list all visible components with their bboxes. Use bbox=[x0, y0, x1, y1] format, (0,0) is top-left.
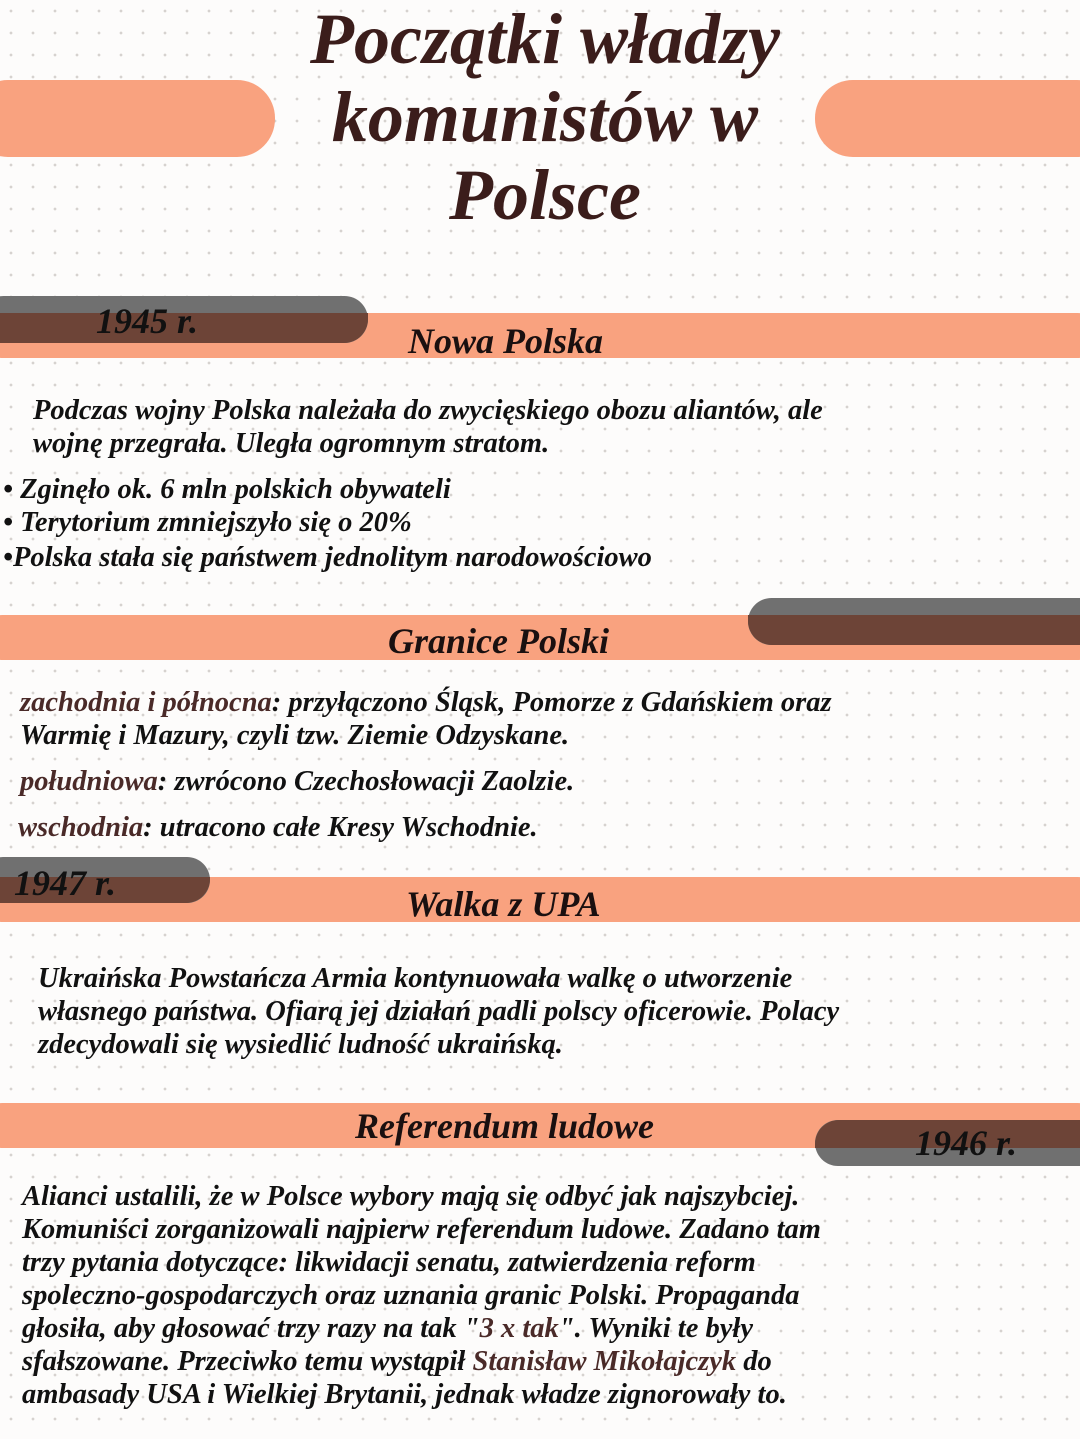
border-label: południowa bbox=[20, 766, 158, 797]
border-text: : utracono całe Kresy Wschodnie. bbox=[143, 812, 538, 843]
border-label: wschodnia bbox=[18, 812, 144, 843]
text: ". Wyniki te były bbox=[558, 1313, 753, 1344]
border-text: : przyłączono Śląsk, Pomorze z Gdańskiem oraz bbox=[271, 687, 832, 718]
paragraph-line: Alianci ustalili, że w Polsce wybory mają się odbyć jak najszybciej. bbox=[22, 1181, 800, 1212]
section-heading: Nowa Polska bbox=[408, 321, 604, 361]
highlight-slogan: 3 x tak bbox=[479, 1313, 559, 1344]
paragraph-line: Podczas wojny Polska należała do zwycięskiego obozu aliantów, ale bbox=[33, 395, 823, 426]
section-heading: Referendum ludowe bbox=[355, 1106, 655, 1146]
border-item bbox=[18, 811, 538, 844]
year-label: 1945 r. bbox=[96, 301, 199, 341]
page-title bbox=[0, 0, 1080, 234]
title-line: Początki władzy bbox=[310, 0, 780, 79]
paragraph-line: Ukraińska Powstańcza Armia kontynuowała walkę o utworzenie bbox=[38, 963, 793, 994]
section-heading: Granice Polski bbox=[388, 621, 609, 661]
paragraph-line bbox=[22, 1345, 772, 1378]
border-text: Warmię i Mazury, czyli tzw. Ziemie Odzyskane. bbox=[20, 720, 570, 751]
border-item bbox=[20, 765, 574, 798]
paragraph-line: spoleczno-gospodarczych oraz uznania granic Polski. Propaganda bbox=[22, 1280, 800, 1311]
paragraph-line: zdecydowali się wysiedlić ludność ukraińską. bbox=[38, 1029, 563, 1060]
title-line: Polsce bbox=[449, 155, 641, 235]
bullet-item: •Polska stała się państwem jednolitym narodowościowo bbox=[3, 542, 652, 573]
bullet-item: • Zginęło ok. 6 mln polskich obywateli bbox=[3, 474, 451, 505]
decor-bar-overlap bbox=[748, 615, 1080, 645]
border-item bbox=[20, 686, 832, 719]
border-label: zachodnia i północna bbox=[20, 687, 272, 718]
bullet-item: • Terytorium zmniejszyło się o 20% bbox=[3, 507, 412, 538]
paragraph-line: ambasady USA i Wielkiej Brytanii, jednak władze zignorowały to. bbox=[22, 1379, 787, 1410]
title-line: komunistów w bbox=[331, 77, 759, 157]
paragraph-line: własnego państwa. Ofiarą jej działań padli polscy oficerowie. Polacy bbox=[38, 996, 840, 1027]
paragraph-line bbox=[22, 1312, 753, 1345]
text: sfałszowane. Przeciwko temu wystąpił bbox=[22, 1346, 473, 1377]
text: głosiła, aby głosować trzy razy na tak " bbox=[22, 1313, 480, 1344]
highlight-name: Stanisław Mikołajczyk bbox=[472, 1346, 737, 1377]
paragraph-line: Komuniści zorganizowali najpierw referendum ludowe. Zadano tam bbox=[22, 1214, 821, 1245]
section-heading: Walka z UPA bbox=[406, 884, 601, 924]
year-label: 1947 r. bbox=[14, 863, 117, 903]
year-label: 1946 r. bbox=[915, 1123, 1018, 1163]
border-text: : zwrócono Czechosłowacji Zaolzie. bbox=[157, 766, 575, 797]
paragraph-line: trzy pytania dotyczące: likwidacji senatu, zatwierdzenia reform bbox=[22, 1247, 756, 1278]
paragraph-line: wojnę przegrała. Uległa ogromnym stratom. bbox=[33, 428, 550, 459]
text: do bbox=[736, 1346, 772, 1377]
